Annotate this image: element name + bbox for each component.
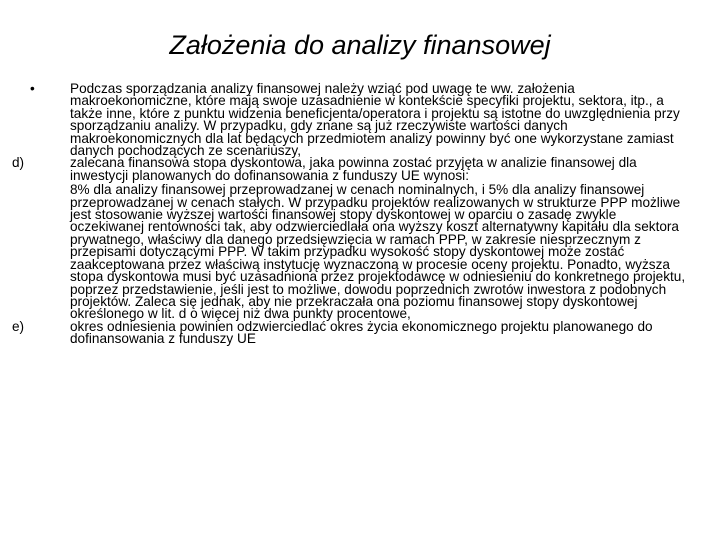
list-item-text: 8% dla analizy finansowej przeprowadzanej w cenach nominalnych, i 5% dla analizy finansowej przeprowadzanej w cenach stałych. W przypadku projektów realizowanych w strukturze PPP możliwe jest stosowanie wyższej wartości finansowej stopy dyskontowej w oparciu o zasadę zwykle oczekiwanej rentowności tak, aby odzwierciedlała ona wyższy koszt alternatywny kapitału dla sektora prywatnego, właściwy dla danego przedsięwzięcia w ramach PPP, w zakresie niesprzecznym z przepisami dotyczącymi PPP. W takim przypadku wysokość stopy dyskontowej może zostać zaakceptowana przez właściwą instytucję wyznaczoną w procesie oceny projektu. Ponadto, wyższa stopa dyskontowa musi być uzasadniona przez projektodawcę w odniesieniu do konkretnego projektu, poprzez przedstawienie, jeśli jest to możliwe, dowodu poprzednich zwrotów inwestora z podobnych projektów. Zaleca się jednak, aby nie przekraczała ona poziomu finansowej stopy dyskontowej określonego w lit. d o więcej niż dwa punkty procentowe, (70, 182, 686, 322)
list-item-d (12, 155, 690, 322)
list-letter-d: d) (12, 155, 25, 171)
list-item-text: zalecana finansowa stopa dyskontowa, jaka powinna zostać przyjęta w analizie finansowej dla inwestycji planowanych do dofinansowania z funduszy UE wynosi: (70, 155, 637, 183)
list-item-e (12, 318, 690, 347)
list-item-text: Podczas sporządzania analizy finansowej należy wziąć pod uwagę te ww. założenia makroekonomiczne, które mają swoje uzasadnienie w kontekście specyfiki projektu, sektora, itp., a także inne, które z punktu widzenia beneficjenta/operatora i projektu są istotne do uwzględnienia przy sporządzaniu analizy. W przypadku, gdy znane są już rzeczywiste wartości danych makroekonomicznych dla lat będących przedmiotem analizy powinny być one wykorzystane zamiast danych pochodzących ze scenariuszy, (70, 81, 680, 159)
slide-title: Założenia do analizy finansowej (169, 30, 551, 60)
list-item-bullet (30, 83, 690, 157)
list-letter-e: e) (12, 318, 25, 334)
list-item-text: okres odniesienia powinien odzwierciedlać okres życia ekonomicznego projektu planowanego do dofinansowania z funduszy UE (70, 318, 653, 347)
bullet-marker: • (30, 81, 35, 96)
slide-body (12, 81, 690, 347)
